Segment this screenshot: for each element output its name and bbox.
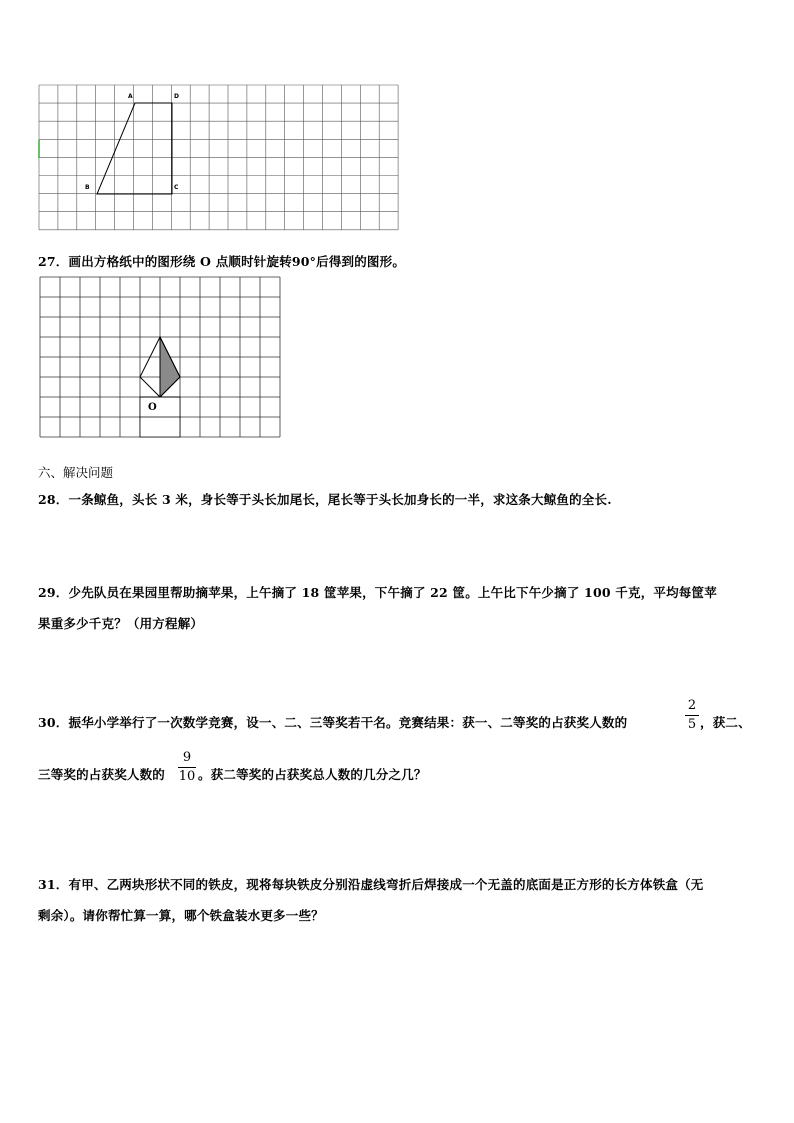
question-30-line-2-b: 。获二等奖的占获奖总人数的几分之几？ (198, 767, 427, 782)
point-o-label: O (148, 402, 157, 413)
fraction-nine-tenths (178, 751, 196, 784)
fraction-two-fifths (685, 699, 699, 732)
fraction-denominator: 10 (178, 769, 196, 784)
vertex-label-a: A (128, 93, 133, 100)
vertex-label-c: C (174, 184, 179, 191)
fraction-numerator: 9 (182, 750, 192, 765)
question-31-line-2: 剩余）。请你帮忙算一算，哪个铁盒装水更多一些？ (38, 908, 324, 923)
question-31-line-1: 31．有甲、乙两块形状不同的铁皮，现将每块铁皮分别沿虚线弯折后焊接成一个无盖的底面是正方形的长方体铁盒（无 (38, 877, 704, 892)
fraction-denominator: 5 (687, 717, 697, 732)
question-30-line-1-a: 30．振华小学举行了一次数学竞赛，设一、二、三等奖若干名。竞赛结果：获一、二等奖的占获奖人数的 (38, 715, 628, 730)
question-28: 28．一条鲸鱼，头长 3 米，身长等于头长加尾长，尾长等于头长加身长的一半，求这条大鲸鱼的全长. (38, 492, 612, 507)
vertex-label-b: B (85, 184, 90, 191)
question-30-line-2-a: 三等奖的占获奖人数的 (38, 767, 166, 782)
fraction-numerator: 2 (687, 698, 697, 713)
question-27: 27．画出方格纸中的图形绕 O 点顺时针旋转90°后得到的图形。 (38, 254, 406, 269)
question-29-line-1: 29．少先队员在果园里帮助摘苹果，上午摘了 18 筐苹果，下午摘了 22 筐。上午比下午少摘了 100 千克，平均每筐苹 (38, 585, 717, 600)
vertex-label-d: D (174, 93, 179, 100)
question-30-line-1-b: ，获二、 (700, 715, 751, 730)
section-6-title: 六、解决问题 (38, 465, 114, 480)
question-29-line-2: 果重多少千克？（用方程解） (38, 616, 204, 631)
